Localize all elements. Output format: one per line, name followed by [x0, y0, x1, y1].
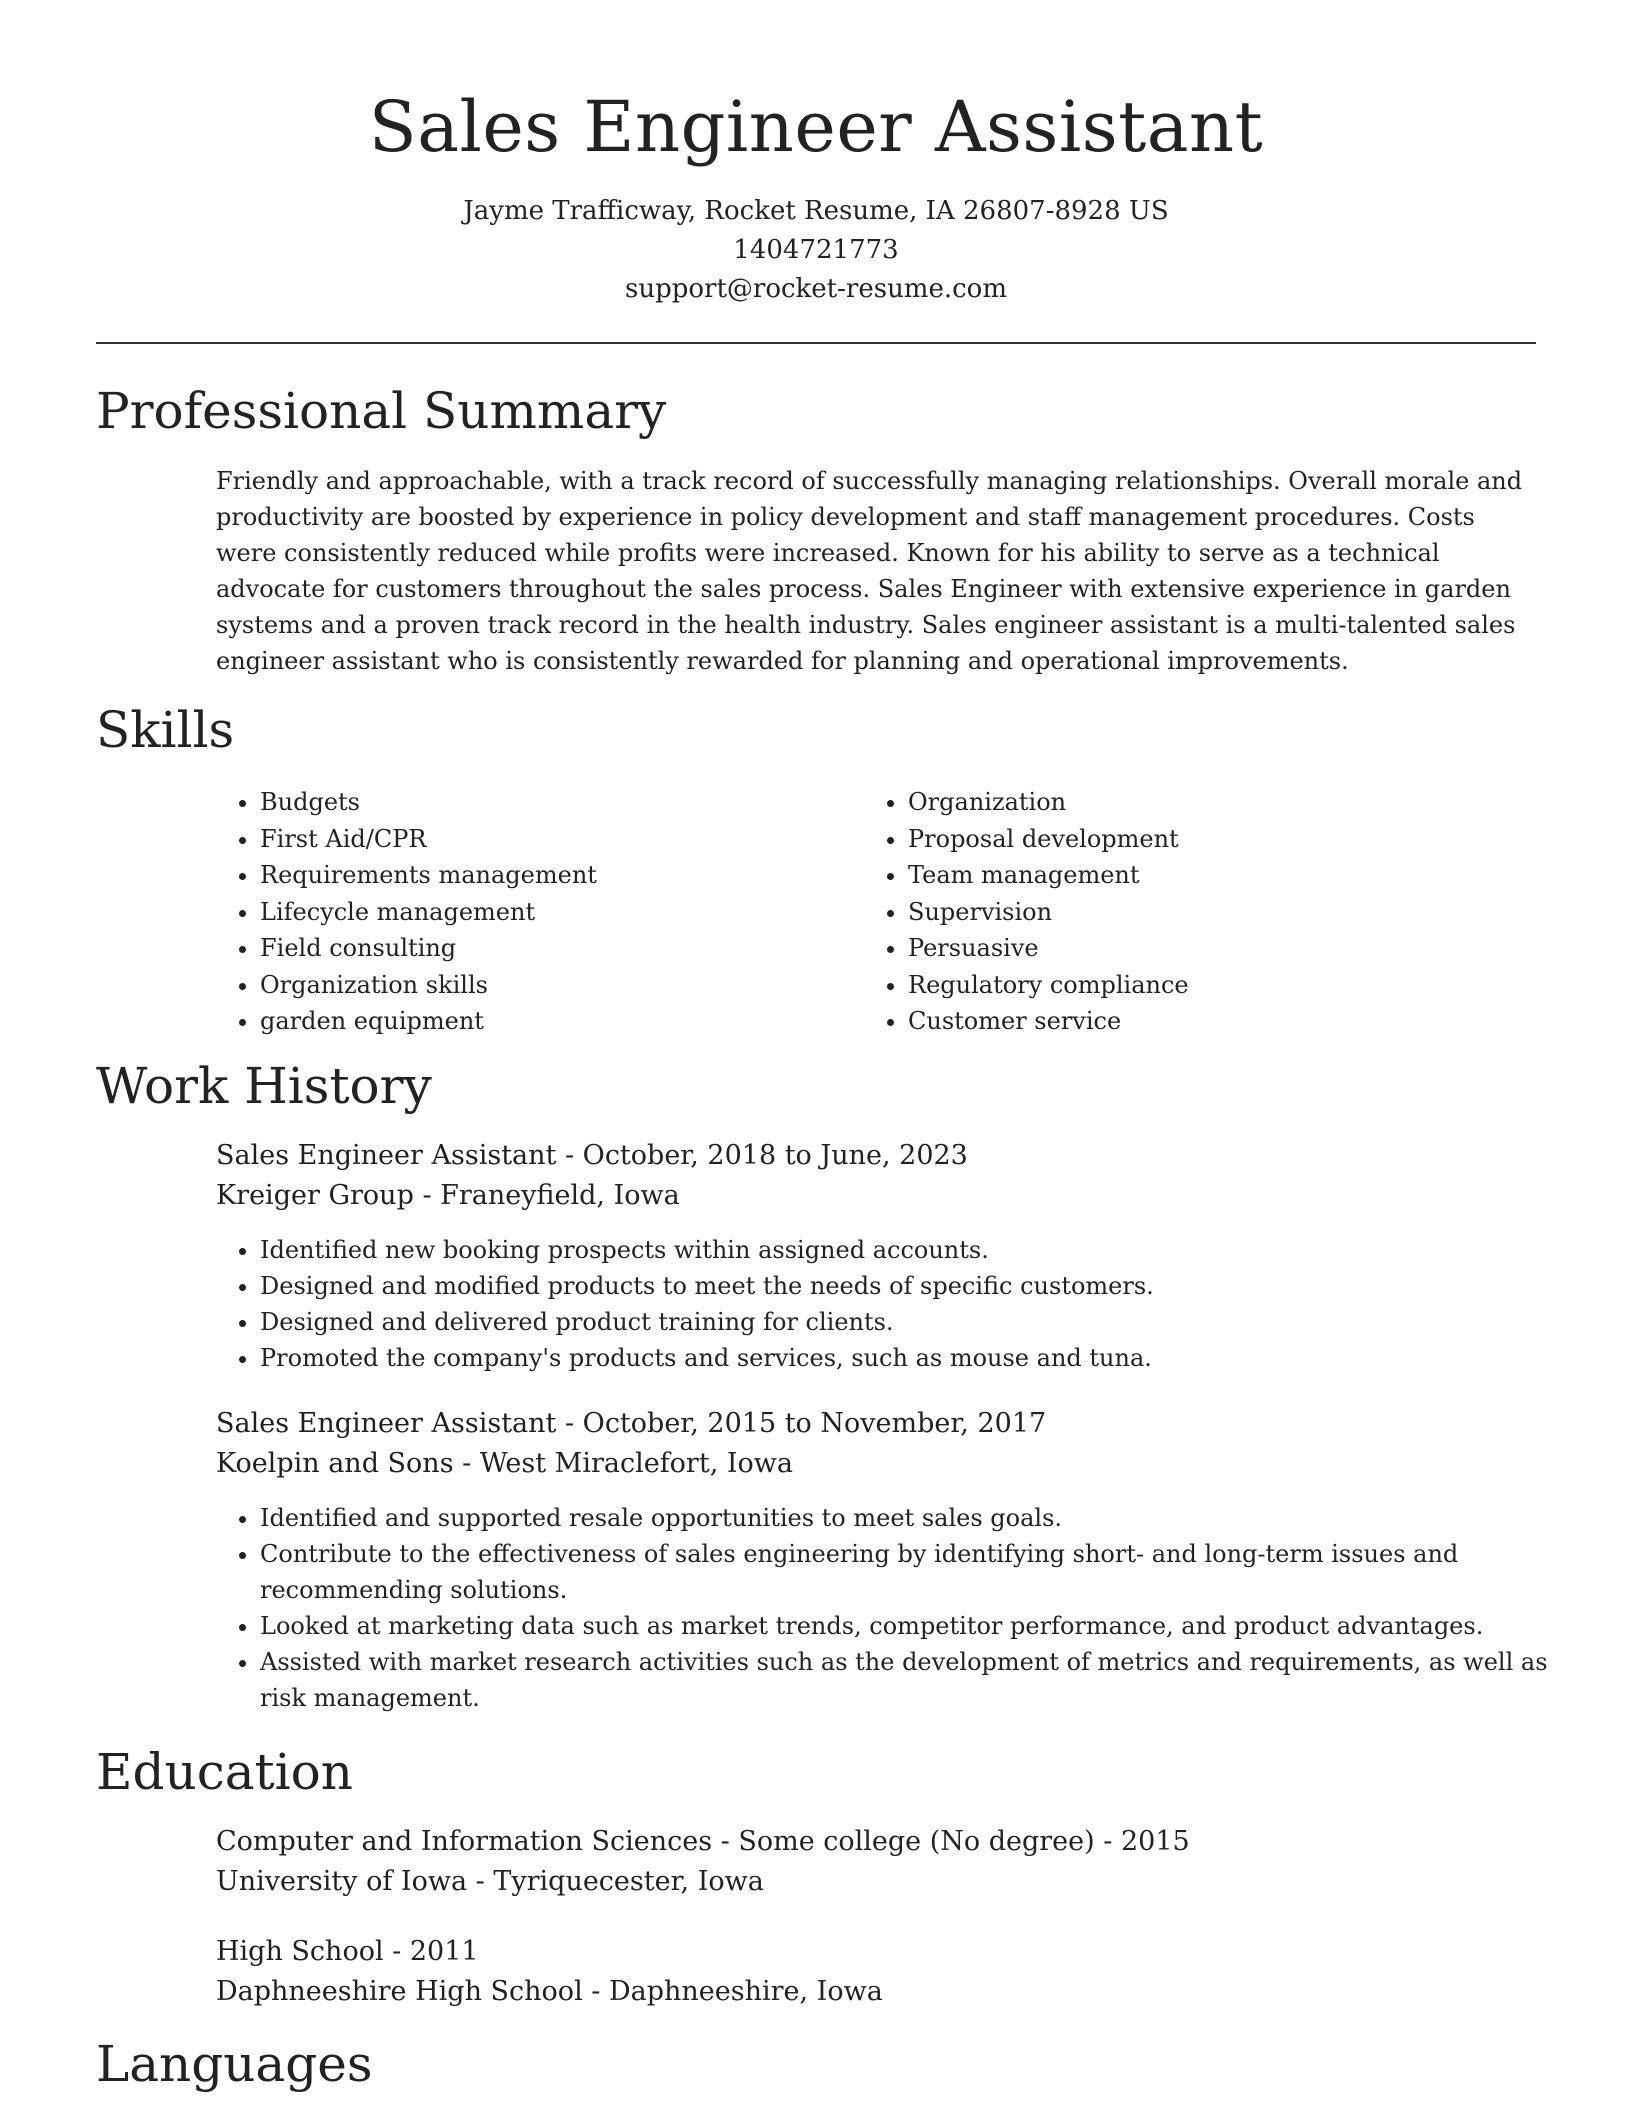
skill-item: • Field consulting — [260, 930, 597, 967]
header-divider — [96, 342, 1536, 344]
education-school: Daphneeshire High School — [216, 1976, 583, 2007]
job-location: - West Miraclefort, Iowa — [453, 1448, 793, 1479]
summary-heading: Professional Summary — [96, 382, 667, 440]
education-degree-line — [216, 1822, 1190, 1862]
education-detail: - 2011 — [383, 1936, 479, 1967]
job-title-line — [216, 1404, 1046, 1444]
job-dates: - October, 2015 to November, 2017 — [556, 1408, 1047, 1439]
job-bullet: • Identified and supported resale opportunities to meet sales goals. — [260, 1500, 1580, 1536]
contact-email: support@rocket-resume.com — [624, 274, 1007, 304]
skill-item: • Customer service — [908, 1003, 1189, 1040]
skill-item: • Proposal development — [908, 821, 1189, 858]
job-bullet: • Promoted the company's products and services, such as mouse and tuna. — [260, 1340, 1580, 1376]
job-company: Koelpin and Sons — [216, 1448, 454, 1479]
education-school: University of Iowa — [216, 1866, 468, 1897]
education-field: High School — [216, 1936, 384, 1967]
job-bullet: • Designed and modified products to meet the needs of specific customers. — [260, 1268, 1580, 1304]
job-bullet: • Assisted with market research activities such as the development of metrics and requirements, as well as risk management. — [260, 1644, 1580, 1716]
skills-list-left — [216, 784, 597, 1040]
skill-item: • Lifecycle management — [260, 894, 597, 931]
skills-list-right — [864, 784, 1189, 1040]
education-location: - Tyriquecester, Iowa — [467, 1866, 764, 1897]
contact-address: Jayme Trafficway, Rocket Resume, IA 26807-8928 US — [463, 196, 1169, 226]
job-bullets — [216, 1500, 1580, 1716]
job-title: Sales Engineer Assistant — [216, 1408, 557, 1439]
job-title-line — [216, 1136, 968, 1176]
skill-item: • Team management — [908, 857, 1189, 894]
skill-item: • Persuasive — [908, 930, 1189, 967]
skill-item: • Regulatory compliance — [908, 967, 1189, 1004]
education-detail: - Some college (No degree) - 2015 — [712, 1826, 1190, 1857]
education-degree-line — [216, 1932, 479, 1972]
education-location: - Daphneeshire, Iowa — [582, 1976, 883, 2007]
summary-text: Friendly and approachable, with a track record of successfully managing relationships. Overall morale and productivity are boosted by experience in policy development and staff management procedures. Costs were consistently reduced while profits were increased. Known for his ability to serve as a technical advocate for customers throughout the sales process. Sales Engineer with extensive experience in garden systems and a proven track record in the health industry. Sales engineer assistant is a multi-talented sales engineer assistant who is consistently rewarded for planning and operational improvements. — [216, 467, 1523, 675]
job-bullets — [216, 1232, 1580, 1376]
skill-item: • Organization — [908, 784, 1189, 821]
skill-item: • Supervision — [908, 894, 1189, 931]
job-bullet: • Contribute to the effectiveness of sales engineering by identifying short- and long-term issues and recommending solutions. — [260, 1536, 1580, 1608]
job-bullet: • Looked at marketing data such as market trends, competitor performance, and product advantages. — [260, 1608, 1580, 1644]
job-bullet: • Identified new booking prospects within assigned accounts. — [260, 1232, 1580, 1268]
job-company: Kreiger Group — [216, 1180, 414, 1211]
education-school-line — [216, 1972, 883, 2012]
work-heading: Work History — [96, 1057, 432, 1115]
contact-phone: 1404721773 — [733, 235, 899, 265]
job-bullet: • Designed and delivered product training for clients. — [260, 1304, 1580, 1340]
job-dates: - October, 2018 to June, 2023 — [556, 1140, 968, 1171]
resume-name: Sales Engineer Assistant — [368, 86, 1264, 168]
skill-item: • Budgets — [260, 784, 597, 821]
job-company-line — [216, 1444, 793, 1484]
skill-item: • First Aid/CPR — [260, 821, 597, 858]
job-title: Sales Engineer Assistant — [216, 1140, 557, 1171]
languages-heading: Languages — [96, 2035, 373, 2093]
skill-item: • Requirements management — [260, 857, 597, 894]
skills-heading: Skills — [96, 701, 235, 759]
skill-item: • garden equipment — [260, 1003, 597, 1040]
job-company-line — [216, 1176, 680, 1216]
resume-header — [0, 82, 1632, 309]
skill-item: • Organization skills — [260, 967, 597, 1004]
job-location: - Franeyfield, Iowa — [413, 1180, 680, 1211]
education-school-line — [216, 1862, 764, 1902]
education-field: Computer and Information Sciences — [216, 1826, 713, 1857]
education-heading: Education — [96, 1743, 353, 1801]
contact-block — [0, 192, 1632, 309]
